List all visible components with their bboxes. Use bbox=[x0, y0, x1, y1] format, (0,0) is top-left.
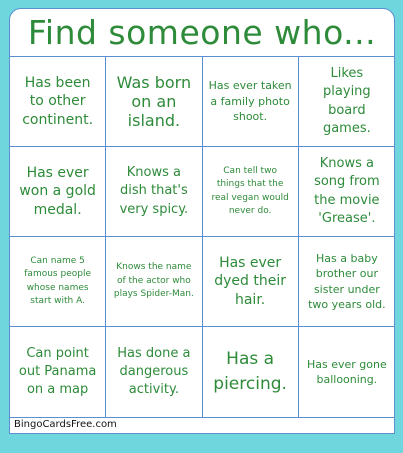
bingo-cell[interactable]: Has been to other continent. bbox=[10, 57, 106, 147]
bingo-card bbox=[9, 8, 395, 434]
bingo-cell[interactable]: Can name 5 famous people whose names start with A. bbox=[10, 237, 106, 327]
bingo-cell[interactable]: Can point out Panama on a map bbox=[10, 327, 106, 417]
bingo-cell[interactable]: Has a baby brother our sister under two years old. bbox=[299, 237, 395, 327]
bingo-cell[interactable]: Has ever gone ballooning. bbox=[306, 357, 387, 386]
card-title: Find someone who... bbox=[27, 12, 377, 52]
bingo-cell[interactable]: Has ever dyed their hair. bbox=[203, 237, 299, 327]
bingo-cell[interactable]: Has done a dangerous activity. bbox=[106, 327, 202, 417]
bingo-cell[interactable]: Can tell two things that the real vegan would never do. bbox=[203, 147, 299, 237]
bingo-cell[interactable]: Has ever won a gold medal. bbox=[10, 147, 106, 237]
bingo-cell[interactable]: Knows a dish that's very spicy. bbox=[106, 147, 202, 237]
site-credit: BingoCardsFree.com bbox=[14, 419, 117, 430]
bingo-cell[interactable]: Was born on an island. bbox=[106, 57, 202, 147]
bingo-cell[interactable]: Knows the name of the actor who plays Spider-Man. bbox=[106, 237, 202, 327]
bingo-cell[interactable]: Likes playing board games. bbox=[299, 57, 395, 147]
bingo-cell[interactable]: Knows a song from the movie 'Grease'. bbox=[299, 147, 395, 237]
bingo-cell[interactable]: Has a piercing. bbox=[203, 327, 299, 417]
bingo-cell[interactable]: Has ever taken a family photo shoot. bbox=[203, 57, 299, 147]
bingo-grid bbox=[10, 56, 395, 418]
